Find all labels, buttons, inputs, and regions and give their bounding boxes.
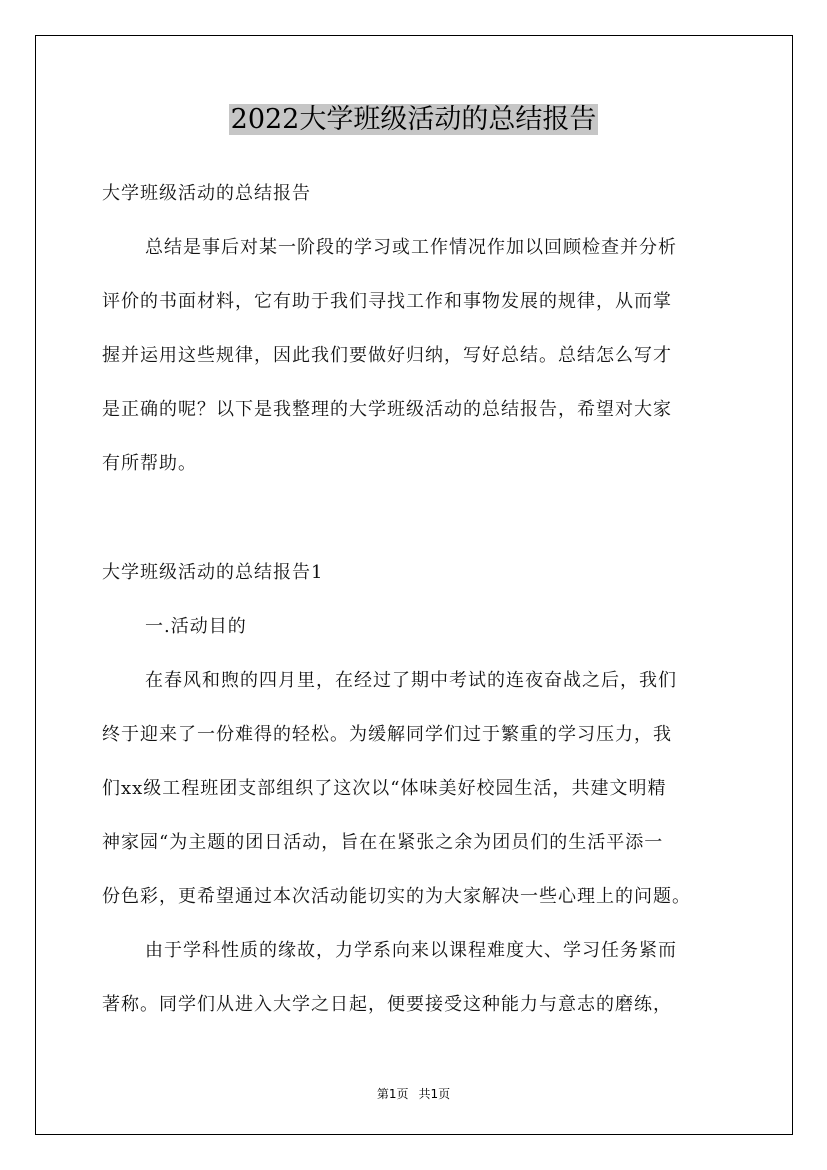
subsection-heading: 一.活动目的 [145, 616, 247, 637]
paragraph-line: 著称。同学们从进入大学之日起，便要接受这种能力与意志的磨练， [102, 994, 672, 1015]
paragraph-line: 由于学科性质的缘故，力学系向来以课程难度大、学习任务紧而 [145, 940, 677, 961]
page-number-current: 第1页 [376, 1087, 409, 1101]
paragraph-line: 神家园“为主题的团日活动，旨在在紧张之余为团员们的生活平添一 [102, 832, 664, 853]
paragraph-line: 是正确的呢？以下是我整理的大学班级活动的总结报告，希望对大家 [102, 399, 672, 420]
paragraph-line: 在春风和煦的四月里，在经过了期中考试的连夜奋战之后，我们 [145, 670, 677, 691]
paragraph-line: 总结是事后对某一阶段的学习或工作情况作加以回顾检查并分析 [145, 237, 677, 258]
page-number-total: 共1页 [418, 1087, 451, 1101]
subtitle-line: 大学班级活动的总结报告 [102, 183, 311, 204]
page-footer [0, 1085, 827, 1102]
paragraph-line: 们xx级工程班团支部组织了这次以“体味美好校园生活，共建文明精 [102, 778, 667, 799]
paragraph-line: 终于迎来了一份难得的轻松。为缓解同学们过于繁重的学习压力，我 [102, 724, 672, 745]
document-body [102, 0, 727, 1170]
document-title-text: 2022大学班级活动的总结报告 [230, 104, 597, 135]
paragraph-line: 握并运用这些规律，因此我们要做好归纳，写好总结。总结怎么写才 [102, 345, 672, 366]
paragraph-line: 评价的书面材料，它有助于我们寻找工作和事物发展的规律，从而掌 [102, 291, 672, 312]
paragraph-line: 有所帮助。 [102, 453, 197, 474]
section-heading: 大学班级活动的总结报告1 [102, 562, 324, 583]
paragraph-line: 份色彩，更希望通过本次活动能切实的为大家解决一些心理上的问题。 [102, 886, 691, 907]
